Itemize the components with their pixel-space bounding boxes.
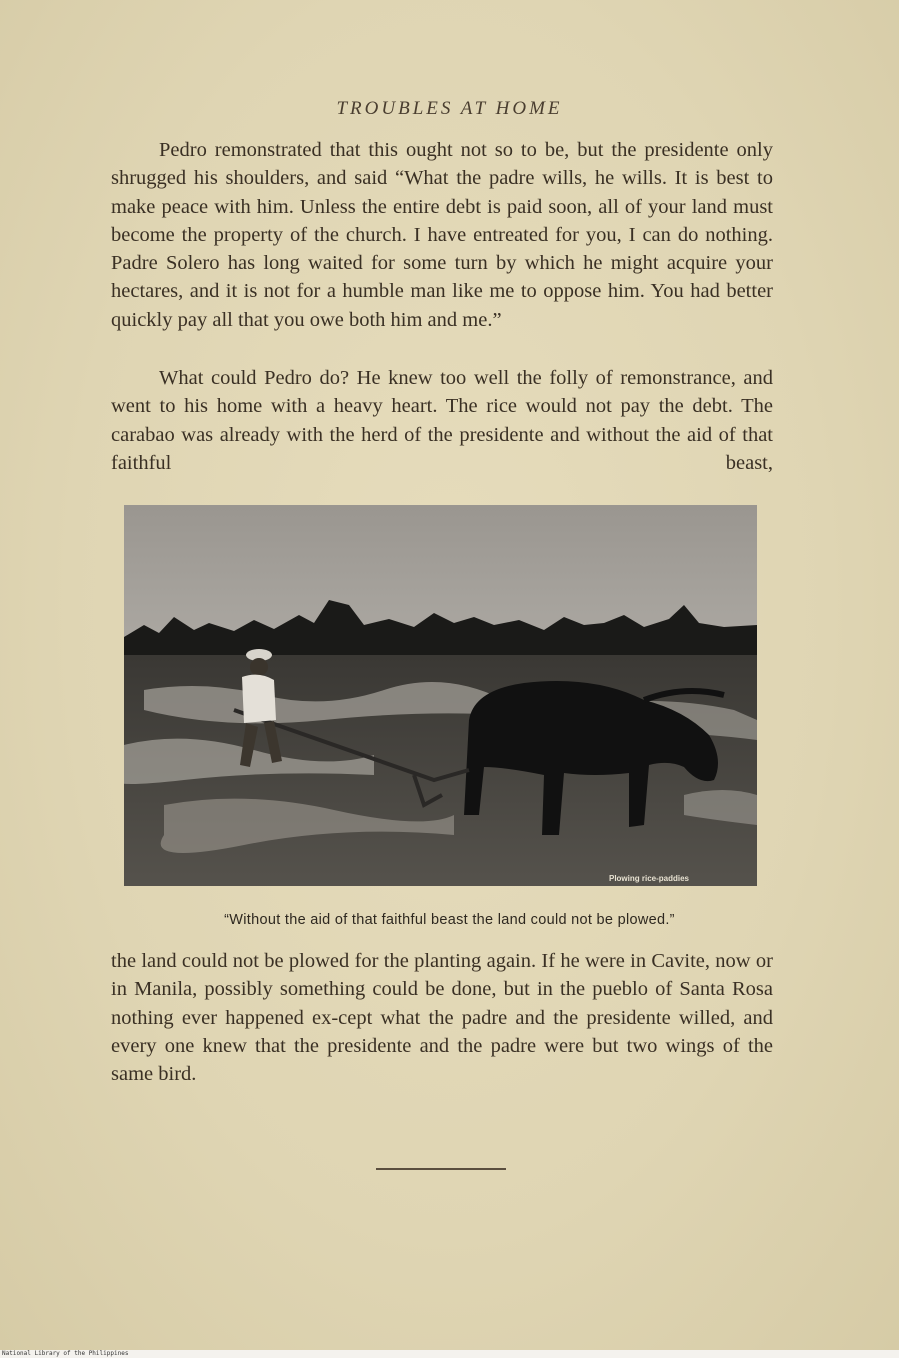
section-rule bbox=[376, 1168, 506, 1170]
photo-caption: “Without the aid of that faithful beast the land could not be plowed.” bbox=[224, 912, 675, 928]
paragraph-2: What could Pedro do? He knew too well the folly of remonstrance, and went to his home with a heavy heart. The rice would not pay the debt. The carabao was already with the herd of the presidente and without the aid of that faithful beast, bbox=[111, 367, 773, 474]
photo-inset-label: Plowing rice-paddies bbox=[608, 874, 689, 883]
paragraph-1: Pedro remonstrated that this ought not so to be, but the presidente only shrugged his shoulders, and said “What the padre wills, he wills. It is best to make peace with him. Unless the entire debt is paid soon, all of your land must become the property of the church. I have entreated for you, I can do nothing. Padre Solero has long waited for some turn by which he might acquire your hectares, and it is not for a humble man like me to oppose him. You had better quickly pay all that you owe both him and me.” bbox=[111, 139, 773, 331]
library-footer: National Library of the Philippines bbox=[0, 1350, 899, 1358]
plowing-photograph bbox=[124, 505, 757, 886]
running-head: TROUBLES AT HOME bbox=[336, 98, 563, 119]
photo-illustration bbox=[124, 505, 757, 886]
paragraph-3: the land could not be plowed for the planting again. If he were in Cavite, now or in Manila, possibly something could be done, but in the pueblo of Santa Rosa nothing ever happened ex-cept what the padre and the presidente willed, and every one knew that the presidente and the padre were but two wings of the same bird. bbox=[111, 950, 773, 1086]
